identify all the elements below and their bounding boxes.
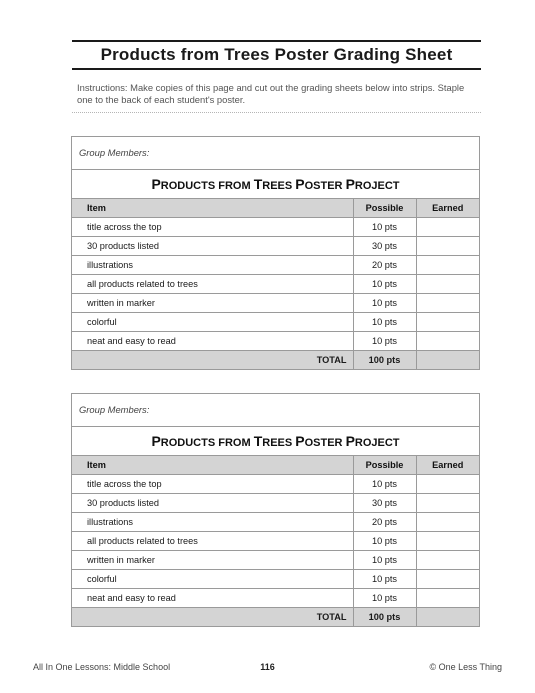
item-cell: written in marker [72, 294, 353, 313]
possible-cell: 20 pts [353, 256, 416, 275]
earned-cell[interactable] [416, 532, 479, 551]
table-row [72, 218, 479, 237]
project-title [72, 170, 479, 199]
possible-header: Possible [353, 199, 416, 218]
project-title-part: RODUCTS FROM [160, 180, 254, 192]
group-members-label: Group Members: [79, 147, 150, 158]
earned-cell[interactable] [416, 218, 479, 237]
total-earned[interactable] [416, 351, 479, 370]
possible-cell: 10 pts [353, 294, 416, 313]
earned-cell[interactable] [416, 475, 479, 494]
earned-cell[interactable] [416, 256, 479, 275]
item-cell: illustrations [72, 256, 353, 275]
total-row [72, 351, 479, 370]
project-title-part: T [253, 176, 263, 192]
table-row [72, 256, 479, 275]
grading-table [72, 456, 479, 626]
project-title-part: P [345, 176, 355, 192]
earned-cell[interactable] [416, 494, 479, 513]
instructions-divider [72, 112, 481, 113]
table-row [72, 275, 479, 294]
group-members-row [72, 394, 479, 427]
item-cell: illustrations [72, 513, 353, 532]
possible-cell: 10 pts [353, 218, 416, 237]
earned-cell[interactable] [416, 294, 479, 313]
table-header-row [72, 199, 479, 218]
earned-cell[interactable] [416, 513, 479, 532]
possible-cell: 30 pts [353, 494, 416, 513]
earned-cell[interactable] [416, 589, 479, 608]
earned-header: Earned [416, 456, 479, 475]
item-cell: title across the top [72, 218, 353, 237]
project-title-part: ROJECT [354, 180, 400, 192]
project-title-part: P [151, 433, 161, 449]
possible-cell: 10 pts [353, 589, 416, 608]
table-row [72, 513, 479, 532]
group-members-label: Group Members: [79, 404, 150, 415]
item-header: Item [72, 199, 353, 218]
table-header-row [72, 456, 479, 475]
table-row [72, 494, 479, 513]
total-possible: 100 pts [353, 351, 416, 370]
item-cell: colorful [72, 570, 353, 589]
total-label: TOTAL [72, 608, 353, 627]
project-title-part: OSTER [304, 437, 346, 449]
possible-cell: 30 pts [353, 237, 416, 256]
possible-header: Possible [353, 456, 416, 475]
possible-cell: 10 pts [353, 275, 416, 294]
table-row [72, 313, 479, 332]
possible-cell: 10 pts [353, 532, 416, 551]
item-header: Item [72, 456, 353, 475]
project-title-part: RODUCTS FROM [160, 437, 254, 449]
project-title-part: ROJECT [354, 437, 400, 449]
project-title [72, 427, 479, 456]
grading-table [72, 199, 479, 369]
title-block [72, 40, 481, 70]
earned-cell[interactable] [416, 275, 479, 294]
project-title-part: OSTER [304, 180, 346, 192]
table-row [72, 589, 479, 608]
total-earned[interactable] [416, 608, 479, 627]
table-row [72, 570, 479, 589]
item-cell: all products related to trees [72, 275, 353, 294]
total-possible: 100 pts [353, 608, 416, 627]
total-label: TOTAL [72, 351, 353, 370]
possible-cell: 10 pts [353, 551, 416, 570]
footer-page-number: 116 [260, 662, 275, 672]
item-cell: 30 products listed [72, 494, 353, 513]
earned-cell[interactable] [416, 570, 479, 589]
possible-cell: 10 pts [353, 313, 416, 332]
item-cell: written in marker [72, 551, 353, 570]
table-row [72, 475, 479, 494]
table-row [72, 332, 479, 351]
possible-cell: 10 pts [353, 475, 416, 494]
page-title: Products from Trees Poster Grading Sheet [100, 45, 453, 64]
grading-sheet-1 [71, 136, 480, 370]
project-title-part: P [345, 433, 355, 449]
instructions-text: Instructions: Make copies of this page and cut out the grading sheets below into strips. Staple one to the back of each student's poster. [77, 82, 465, 105]
item-cell: neat and easy to read [72, 332, 353, 351]
item-cell: neat and easy to read [72, 589, 353, 608]
group-members-row [72, 137, 479, 170]
possible-cell: 20 pts [353, 513, 416, 532]
earned-header: Earned [416, 199, 479, 218]
footer-copyright: © One Less Thing [429, 662, 502, 672]
project-title-part: T [253, 433, 263, 449]
table-row [72, 294, 479, 313]
item-cell: title across the top [72, 475, 353, 494]
table-row [72, 551, 479, 570]
item-cell: 30 products listed [72, 237, 353, 256]
earned-cell[interactable] [416, 332, 479, 351]
possible-cell: 10 pts [353, 570, 416, 589]
project-title-part: REES [262, 180, 296, 192]
earned-cell[interactable] [416, 551, 479, 570]
table-row [72, 532, 479, 551]
item-cell: all products related to trees [72, 532, 353, 551]
project-title-part: P [295, 433, 305, 449]
earned-cell[interactable] [416, 313, 479, 332]
project-title-part: REES [262, 437, 296, 449]
table-row [72, 237, 479, 256]
possible-cell: 10 pts [353, 332, 416, 351]
earned-cell[interactable] [416, 237, 479, 256]
grading-sheet-2 [71, 393, 480, 627]
project-title-part: P [295, 176, 305, 192]
total-row [72, 608, 479, 627]
footer-book-title: All In One Lessons: Middle School [33, 662, 171, 672]
project-title-part: P [151, 176, 161, 192]
item-cell: colorful [72, 313, 353, 332]
